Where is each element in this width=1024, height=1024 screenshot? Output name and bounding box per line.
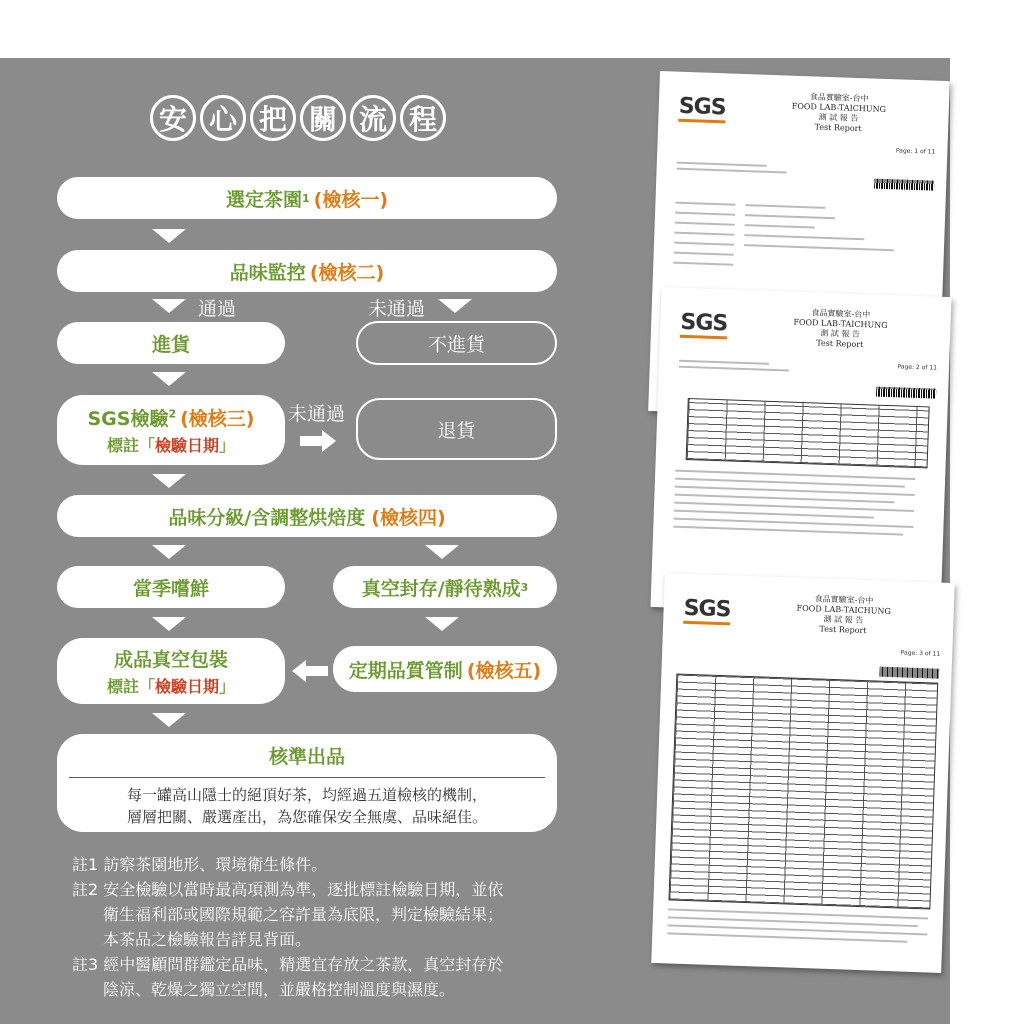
step-label: 當季嚐鮮: [132, 577, 209, 600]
footnote-ref: 1: [301, 191, 310, 205]
fail-label: 未通過: [368, 298, 426, 320]
right-arrow-icon: [300, 430, 336, 452]
footnotes: [72, 852, 503, 1002]
page-number: Page: 2 of 11: [897, 363, 938, 372]
lab-name-en: FOOD LAB-TAICHUNG: [796, 603, 891, 616]
test-report-page-3: [651, 573, 954, 973]
step-label: 退貨: [437, 419, 476, 442]
test-report-page-2: [651, 287, 952, 617]
doc-type: 測 試 報 告: [818, 112, 859, 123]
step-grade-roast: [57, 495, 557, 537]
step-label: SGS檢驗: [87, 408, 169, 430]
note-3: 註3 經中醫顧問群鑑定品味，精選宜存放之茶款，真空封存於: [72, 955, 504, 974]
doc-type-en: Test Report: [814, 122, 862, 134]
final-title: 核準出品: [268, 746, 345, 768]
note-prefix: 標註「: [106, 677, 155, 696]
down-arrow-icon: [152, 299, 186, 313]
note-1: 註1 訪察茶園地形、環境衛生條件。: [72, 855, 328, 874]
down-arrow-icon: [152, 372, 186, 386]
check-label: (檢核三): [180, 408, 255, 430]
title-char: 把: [250, 95, 296, 141]
note-3-cont: 陰涼、乾燥之獨立空間，並嚴格控制溫度與濕度。: [103, 980, 456, 999]
step-taste-monitor: [57, 250, 557, 292]
sgs-logo: SGS: [680, 310, 728, 340]
title-char: 關: [300, 95, 346, 141]
page-title: [150, 95, 446, 141]
lab-name-en: FOOD LAB-TAICHUNG: [793, 317, 888, 330]
barcode-icon: [879, 667, 939, 679]
step-label: 真空封存/靜待熟成: [361, 577, 521, 600]
note-2: 註2 安全檢驗以當時最高項測為準，逐批標註檢驗日期，並依: [72, 880, 504, 899]
title-char: 安: [150, 95, 196, 141]
fail-label: 未通過: [288, 403, 346, 425]
down-arrow-icon: [152, 713, 186, 727]
pass-label: 通過: [198, 298, 237, 320]
lab-name: 食品實驗室-台中: [811, 308, 871, 320]
title-char: 流: [350, 95, 396, 141]
footnote-ref: 3: [520, 580, 529, 594]
check-label: (檢核一): [313, 188, 389, 211]
note-suffix: 」: [219, 436, 236, 455]
report-header: [778, 91, 899, 135]
step-label: 品味分級/含調整烘焙度: [168, 506, 366, 529]
step-final-packaging: [57, 638, 285, 704]
final-approval-box: [57, 734, 557, 832]
lab-name-en: FOOD LAB-TAICHUNG: [791, 101, 887, 114]
note-2-cont: 衛生福利部或國際規範之容許量為底限，判定檢驗結果；: [103, 905, 504, 924]
step-label: 成品真空包裝: [113, 649, 228, 671]
note-suffix: 」: [219, 677, 236, 696]
lab-name: 食品實驗室-台中: [809, 92, 869, 104]
step-no-stock: [356, 321, 557, 365]
down-arrow-icon: [152, 545, 186, 559]
step-vacuum-aging: [333, 566, 557, 608]
barcode-icon: [876, 387, 936, 399]
doc-type-en: Test Report: [816, 338, 864, 350]
page-number: Page: 1 of 11: [895, 147, 936, 156]
doc-type: 測 試 報 告: [823, 614, 864, 626]
step-label: 不進貨: [427, 333, 485, 356]
results-table: [686, 398, 930, 468]
down-arrow-icon: [152, 474, 186, 488]
down-arrow-icon: [152, 229, 186, 243]
sgs-logo: SGS: [683, 596, 731, 626]
step-label: 選定茶園: [225, 188, 302, 211]
report-header: [780, 307, 901, 351]
down-arrow-icon: [152, 617, 186, 631]
check-label: (檢核五): [466, 659, 542, 682]
doc-type-en: Test Report: [819, 624, 867, 636]
step-select-garden: [57, 177, 557, 219]
report-header: [783, 593, 904, 637]
sgs-logo: SGS: [678, 94, 726, 124]
step-label: 品味監控: [229, 261, 306, 284]
step-label: 進貨: [151, 333, 190, 356]
note-highlight: 檢驗日期: [154, 436, 219, 455]
title-char: 心: [200, 95, 246, 141]
note-2-cont: 本茶品之檢驗報告詳見背面。: [103, 930, 312, 949]
lab-name: 食品實驗室-台中: [814, 594, 874, 606]
barcode-icon: [874, 179, 934, 191]
step-return: [356, 398, 557, 460]
step-seasonal: [57, 566, 285, 608]
doc-type: 測 試 報 告: [820, 328, 861, 339]
down-arrow-icon: [425, 617, 459, 631]
divider: [69, 777, 545, 778]
down-arrow-icon: [438, 299, 472, 313]
step-label: 定期品質管制: [348, 659, 463, 682]
note-highlight: 檢驗日期: [154, 677, 219, 696]
final-line-2: 層層把關、嚴選產出，為您確保安全無虞、品味絕佳。: [126, 808, 487, 826]
check-label: (檢核四): [371, 506, 446, 529]
title-char: 程: [400, 95, 446, 141]
step-in-stock: [57, 322, 285, 364]
left-arrow-icon: [292, 660, 328, 682]
results-table: [668, 674, 938, 910]
step-quality-control: [333, 646, 557, 692]
footnote-ref: 2: [168, 407, 177, 421]
check-label: (檢核二): [309, 261, 385, 284]
down-arrow-icon: [425, 545, 459, 559]
note-prefix: 標註「: [106, 436, 155, 455]
step-sgs-test: [57, 395, 285, 465]
page-number: Page: 3 of 11: [900, 649, 941, 658]
final-line-1: 每一罐高山隱士的絕頂好茶，均經過五道檢核的機制，: [126, 786, 487, 804]
